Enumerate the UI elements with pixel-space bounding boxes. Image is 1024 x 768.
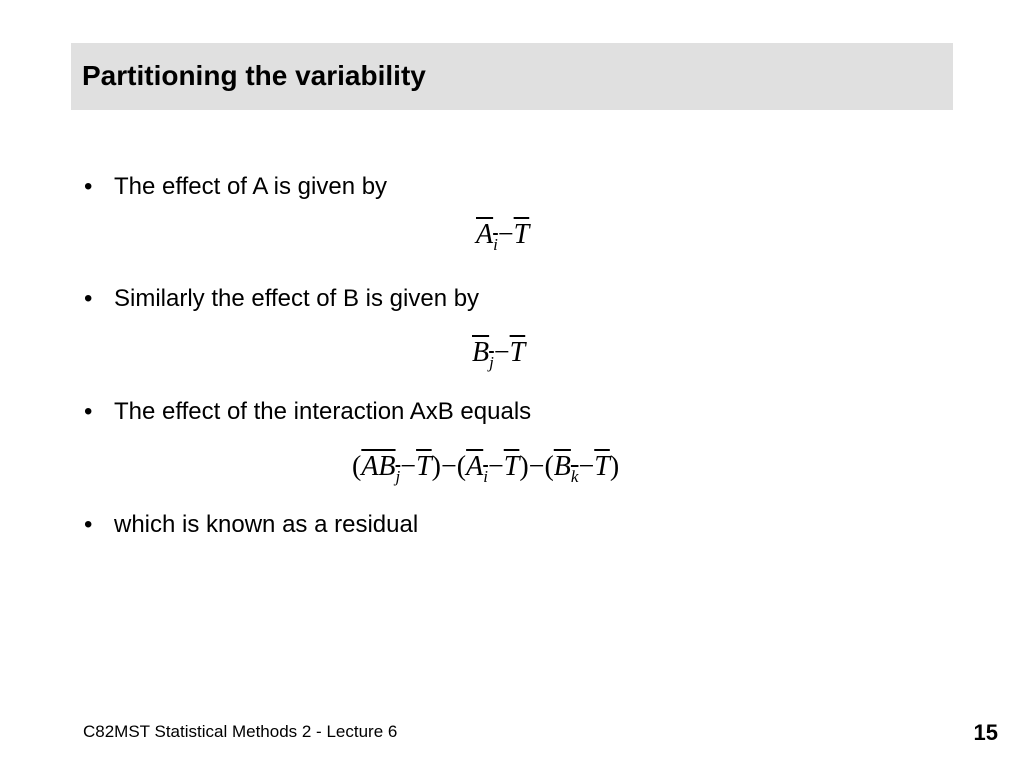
formula-effect-b bbox=[472, 336, 525, 370]
formula-minus: − bbox=[493, 337, 510, 368]
formula-term-b: $B_j$ bbox=[472, 337, 494, 372]
formula-effect-a bbox=[476, 218, 529, 252]
bullet-dot: • bbox=[84, 398, 93, 425]
slide-title: Partitioning the variability bbox=[82, 60, 426, 91]
formula-term-ab: $AB_j$ bbox=[361, 451, 401, 486]
bullet-interaction bbox=[84, 398, 531, 426]
formula-minus: − bbox=[497, 219, 514, 250]
formula-term-t: $\overline{T}$ bbox=[513, 219, 530, 250]
slide-footer: C82MST Statistical Methods 2 - Lecture 6 bbox=[83, 722, 398, 741]
bullet-dot: • bbox=[84, 285, 93, 312]
formula-term-a: $A_i$ bbox=[476, 219, 498, 254]
formula-term-t: $\overline{T}$ bbox=[509, 337, 526, 368]
bullet-text: which is known as a residual bbox=[114, 511, 419, 538]
bullet-effect-a bbox=[84, 173, 387, 201]
bullet-dot: • bbox=[84, 173, 93, 200]
bullet-text: The effect of the interaction AxB equals bbox=[114, 398, 532, 425]
page-number: 15 bbox=[973, 720, 998, 745]
bullet-effect-b bbox=[84, 285, 479, 313]
bullet-text: The effect of A is given by bbox=[114, 173, 388, 200]
title-bar bbox=[71, 43, 953, 110]
bullet-dot: • bbox=[84, 511, 93, 538]
formula-term-a: $A_i$ bbox=[466, 451, 488, 486]
formula-term-b: $B_k$ bbox=[553, 451, 579, 486]
formula-interaction: $(AB_j-\overline{T})-(A_i-\overline{T})-(B_k-\overline{T})$ bbox=[352, 451, 620, 486]
bullet-text: Similarly the effect of B is given by bbox=[114, 285, 480, 312]
bullet-residual bbox=[84, 511, 418, 539]
